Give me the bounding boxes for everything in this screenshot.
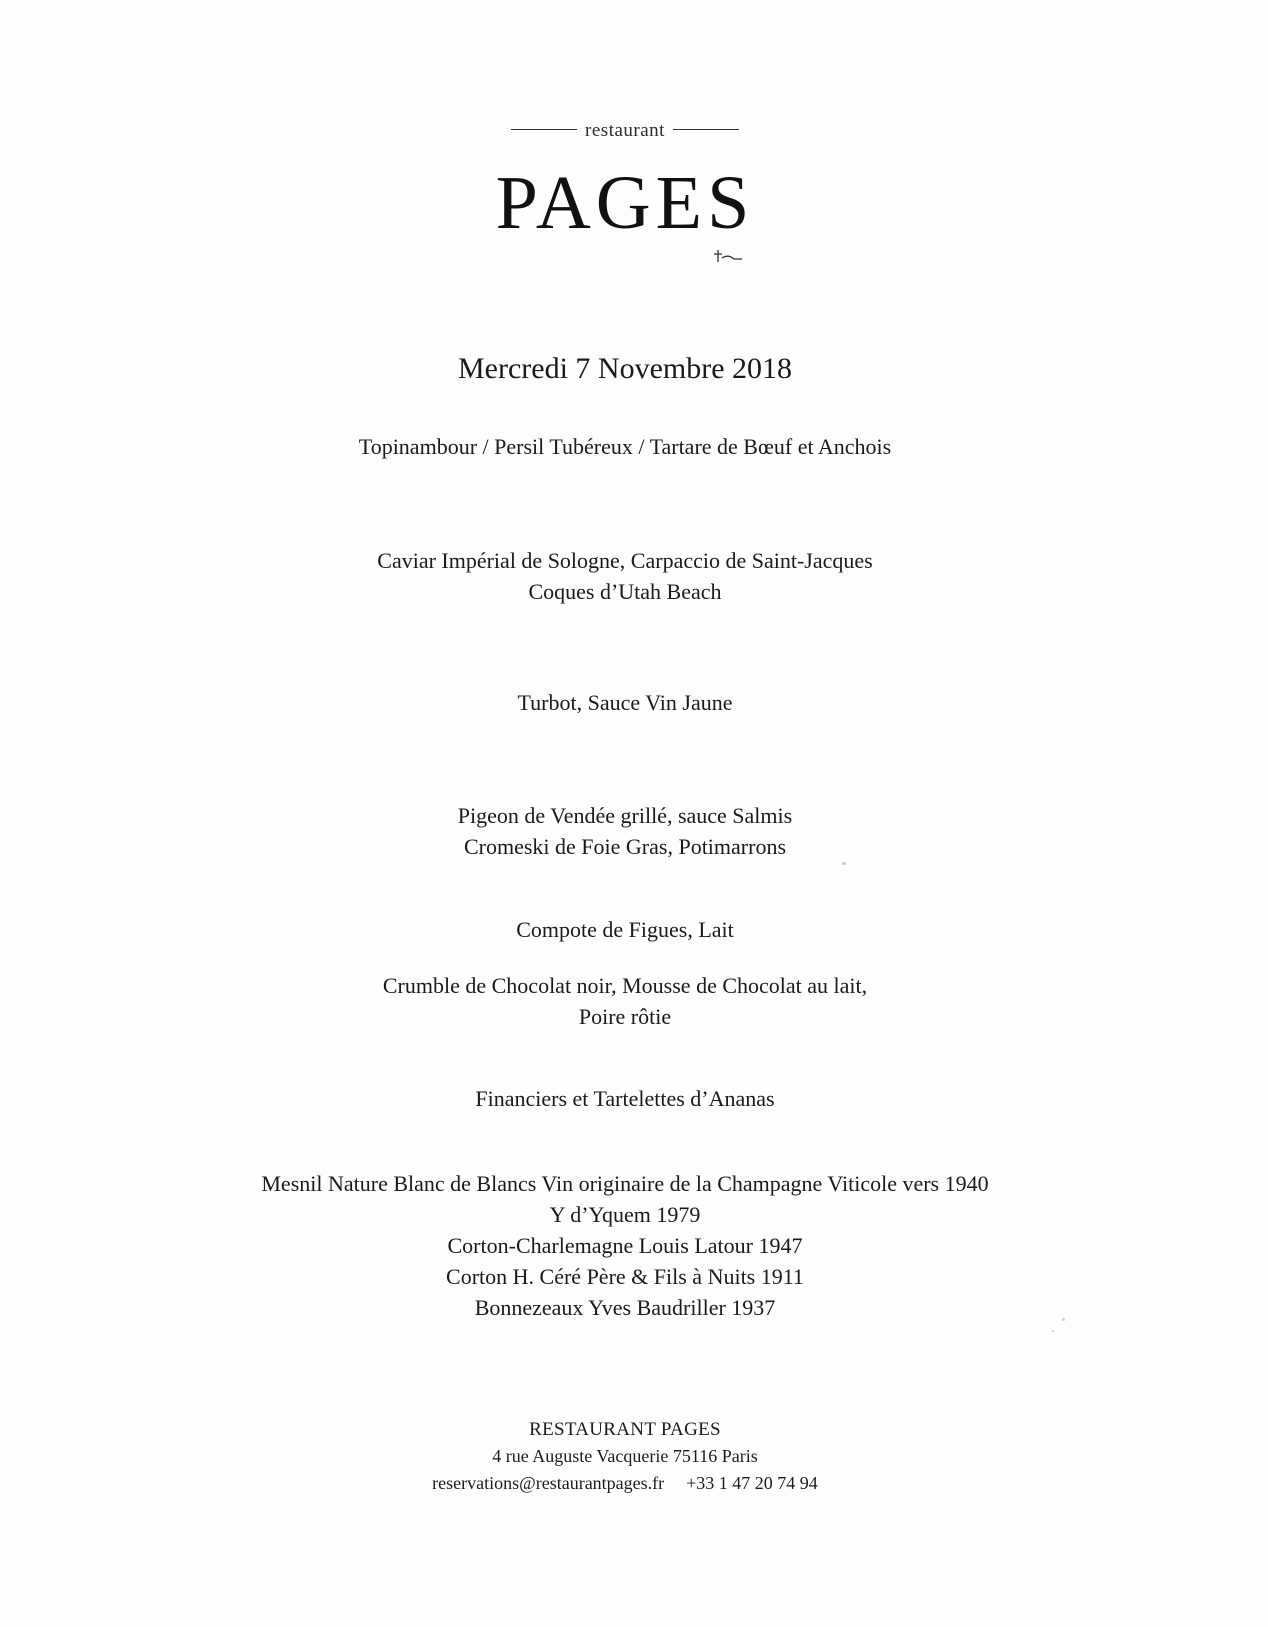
course-line: Crumble de Chocolat noir, Mousse de Chocolat au lait, <box>382 973 868 998</box>
wine-item: Mesnil Nature Blanc de Blancs Vin originaire de la Champagne Viticole vers 1940 <box>261 1171 989 1196</box>
wine-list <box>0 1168 1250 1323</box>
course-line: Coques d’Utah Beach <box>528 579 722 604</box>
course-line: Compote de Figues, Lait <box>516 917 734 942</box>
course-5 <box>0 914 1250 945</box>
scan-speck <box>1062 1318 1065 1321</box>
right-rule <box>673 129 739 130</box>
wine-item: Bonnezeaux Yves Baudriller 1937 <box>474 1295 776 1320</box>
restaurant-kicker <box>0 120 1250 142</box>
course-4 <box>0 800 1250 862</box>
course-line: Turbot, Sauce Vin Jaune <box>517 690 733 715</box>
course-line: Financiers et Tartelettes d’Ananas <box>475 1086 775 1111</box>
footer-restaurant-name: RESTAURANT PAGES <box>529 1419 721 1440</box>
course-1 <box>0 431 1250 462</box>
course-2 <box>0 545 1250 607</box>
course-line: Caviar Impérial de Sologne, Carpaccio de Saint-Jacques <box>377 548 873 573</box>
course-line: Poire rôtie <box>578 1004 672 1029</box>
course-7 <box>0 1083 1250 1114</box>
footer-phone: +33 1 47 20 74 94 <box>686 1473 818 1493</box>
footer <box>0 1416 1250 1497</box>
course-line: Pigeon de Vendée grillé, sauce Salmis <box>457 803 793 828</box>
scan-speck <box>1052 1330 1054 1332</box>
footer-address: 4 rue Auguste Vacquerie 75116 Paris <box>492 1446 758 1466</box>
menu-date: Mercredi 7 Novembre 2018 <box>457 352 793 385</box>
kicker-text: restaurant <box>585 120 665 141</box>
brand-flourish-icon <box>712 248 746 266</box>
footer-email[interactable]: reservations@restaurantpages.fr <box>432 1473 665 1493</box>
wine-item: Y d’Yquem 1979 <box>549 1202 701 1227</box>
course-line: Topinambour / Persil Tubéreux / Tartare de Bœuf et Anchois <box>358 434 892 459</box>
footer-contact <box>0 1470 1250 1497</box>
course-line: Cromeski de Foie Gras, Potimarrons <box>463 834 787 859</box>
left-rule <box>511 129 577 130</box>
course-6 <box>0 970 1250 1032</box>
course-3 <box>0 687 1250 718</box>
wine-item: Corton-Charlemagne Louis Latour 1947 <box>447 1233 803 1258</box>
wine-item: Corton H. Céré Père & Fils à Nuits 1911 <box>446 1264 804 1289</box>
brand-title: PAGES <box>495 161 755 245</box>
scan-speck <box>842 862 846 865</box>
